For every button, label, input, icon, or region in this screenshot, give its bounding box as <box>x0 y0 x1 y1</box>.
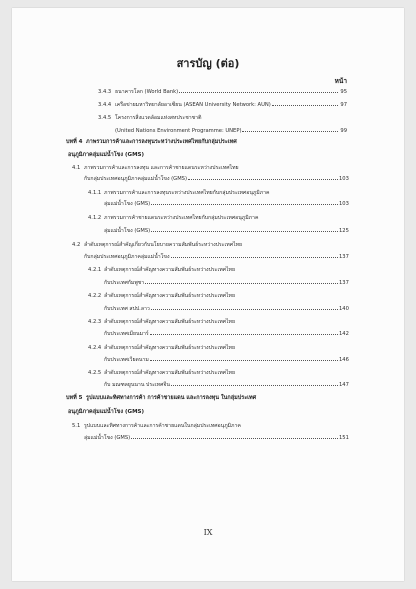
toc-entry-page: 140 <box>339 306 349 312</box>
toc-entry-number: 3.4.4 <box>98 102 112 108</box>
toc-entry <box>82 434 347 443</box>
toc-entry-title: (United Nations Environment Programme: UNEP) <box>115 128 242 134</box>
toc-entry-page: 103 <box>339 176 349 182</box>
toc-list <box>12 8 404 581</box>
toc-entry-title: ลำดับเหตุการณ์สำคัญทางความสัมพันธ์ระหว่างประเทศไทย <box>104 345 236 351</box>
dot-leader <box>150 360 338 361</box>
toc-entry <box>102 381 347 390</box>
toc-entry-title: รูปแบบและทิศทางการค้า การค้าชายแดน และการลงทุน ในกลุ่มประเทศ <box>86 395 257 401</box>
toc-entry <box>113 127 347 136</box>
toc-entry-title: โครงการสิ่งแวดล้อมแห่งสหประชาชาติ <box>115 115 202 121</box>
toc-entry-number: 4.2.3 <box>88 319 102 325</box>
dot-leader <box>145 283 338 284</box>
toc-entry-number: 4.1 <box>72 165 81 171</box>
toc-entry-title: ลำดับเหตุการณ์สำคัญทางความสัมพันธ์ระหว่างประเทศไทย <box>104 267 236 273</box>
toc-entry <box>102 305 347 314</box>
document-page <box>12 8 404 581</box>
dot-leader <box>171 385 338 386</box>
toc-entry-page: 147 <box>339 382 349 388</box>
toc-entry <box>88 369 235 378</box>
toc-entry-number: 4.2.2 <box>88 293 102 299</box>
toc-entry <box>102 200 347 209</box>
toc-entry-title: อนุภูมิภาคลุ่มแม่น้ำโขง (GMS) <box>68 152 145 158</box>
toc-entry-page: 146 <box>339 357 349 363</box>
toc-entry-page: 97 <box>340 102 347 108</box>
toc-entry <box>88 214 258 223</box>
toc-entry <box>66 138 237 147</box>
toc-entry-number: 4.2.5 <box>88 370 102 376</box>
dot-leader <box>171 257 338 258</box>
toc-entry <box>72 241 242 250</box>
toc-entry-title: ธนาคารโลก (World Bank) <box>115 89 179 95</box>
toc-entry-title: อนุภูมิภาคลุ่มแม่น้ำโขง (GMS) <box>68 409 145 415</box>
toc-entry-title: ลุ่มแม่น้ำโขง (GMS) <box>84 435 131 441</box>
toc-entry-page: 151 <box>339 435 349 441</box>
toc-entry <box>88 266 235 275</box>
toc-entry <box>66 151 144 160</box>
toc-entry-number: 3.4.5 <box>98 115 112 121</box>
toc-entry-title: กับกลุ่มประเทศอนุภูมิภาคลุ่มแม่น้ำโขง <box>84 254 170 260</box>
toc-entry <box>88 292 235 301</box>
toc-entry-page: 137 <box>339 280 349 286</box>
toc-entry-title: ลำดับเหตุการณ์สำคัญทางความสัมพันธ์ระหว่างประเทศไทย <box>104 293 236 299</box>
toc-entry-title: ภาพรวมการค้าและการลงทุนระหว่างประเทศไทยกับกลุ่มประเทศ <box>86 139 237 145</box>
toc-entry-title: กับประเทศกัมพูชา <box>104 280 145 286</box>
toc-entry-title: ภาพรวมการค้าและการลงทุน และการค้าชายแดนระหว่างประเทศไทย <box>84 165 239 171</box>
toc-entry <box>98 101 347 110</box>
toc-entry <box>88 189 270 198</box>
dot-leader <box>242 131 338 132</box>
toc-entry-number: 4.2.4 <box>88 345 102 351</box>
toc-entry-title: กับประเทศเมียนมาร์ <box>104 331 149 337</box>
toc-entry-page: 99 <box>340 128 347 134</box>
toc-entry <box>88 344 235 353</box>
toc-entry-number: 4.2 <box>72 242 81 248</box>
toc-entry-number: 4.1.2 <box>88 215 102 221</box>
page-title: สารบัญ (ต่อ) <box>176 57 240 70</box>
toc-entry <box>72 422 241 431</box>
toc-entry <box>72 164 239 173</box>
toc-entry <box>66 408 144 417</box>
toc-entry-page: 103 <box>339 201 349 207</box>
dot-leader <box>151 309 338 310</box>
toc-entry <box>102 330 347 339</box>
toc-entry-number: 5.1 <box>72 423 81 429</box>
dot-leader <box>151 204 338 205</box>
toc-entry <box>102 227 347 236</box>
toc-entry <box>66 394 256 403</box>
toc-entry <box>82 253 347 262</box>
toc-entry-number: 4.2.1 <box>88 267 102 273</box>
toc-entry-title: เครือข่ายมหาวิทยาลัยอาเซียน (ASEAN University Network: AUN) <box>115 102 271 108</box>
dot-leader <box>272 105 338 106</box>
toc-entry-title: ลุ่มแม่น้ำโขง (GMS) <box>104 228 151 234</box>
toc-entry <box>102 279 347 288</box>
toc-entry-title: ภาพรวมการค้าชายแดนระหว่างประเทศไทยกับกลุ่มประเทศอนุภูมิภาค <box>104 215 259 221</box>
toc-entry <box>98 114 201 123</box>
toc-entry-title: รูปแบบและทิศทางการค้าและการค้าชายแดนในกลุ่มประเทศอนุภูมิภาค <box>84 423 241 429</box>
toc-entry-title: ภาพรวมการค้าและการลงทุนระหว่างประเทศไทยกับกลุ่มประเทศอนุภูมิภาค <box>104 190 270 196</box>
toc-entry-number: 4.1.1 <box>88 190 102 196</box>
toc-entry-title: กับประเทศเวียดนาม <box>104 357 149 363</box>
page-column-label: หน้า <box>334 77 347 85</box>
toc-entry-page: 137 <box>339 254 349 260</box>
toc-entry <box>102 356 347 365</box>
toc-entry <box>98 88 347 97</box>
dot-leader <box>151 231 338 232</box>
toc-entry-number: 3.4.3 <box>98 89 112 95</box>
dot-leader <box>150 334 338 335</box>
toc-entry <box>82 175 347 184</box>
dot-leader <box>131 438 338 439</box>
toc-entry-title: ลุ่มแม่น้ำโขง (GMS) <box>104 201 151 207</box>
page-number-footer: IX <box>203 528 213 537</box>
dot-leader <box>179 92 338 93</box>
toc-entry-title: กับประเทศ สปป.ลาว <box>104 306 150 312</box>
dot-leader <box>188 179 338 180</box>
toc-entry <box>88 318 235 327</box>
toc-entry-title: กับ มณฑลยูนนาน ประเทศจีน <box>104 382 170 388</box>
toc-entry-number: บทที่ 4 <box>66 139 83 145</box>
toc-entry-title: ลำดับเหตุการณ์สำคัญทางความสัมพันธ์ระหว่างประเทศไทย <box>104 370 236 376</box>
toc-entry-title: ลำดับเหตุการณ์สำคัญเกี่ยวกับนโยบายความสัมพันธ์ระหว่างประเทศไทย <box>84 242 243 248</box>
toc-entry-title: กับกลุ่มประเทศอนุภูมิภาคลุ่มแม่น้ำโขง (GMS) <box>84 176 187 182</box>
toc-entry-page: 125 <box>339 228 349 234</box>
toc-entry-number: บทที่ 5 <box>66 395 83 401</box>
toc-entry-page: 142 <box>339 331 349 337</box>
toc-entry-page: 95 <box>340 89 347 95</box>
toc-entry-title: ลำดับเหตุการณ์สำคัญทางความสัมพันธ์ระหว่างประเทศไทย <box>104 319 236 325</box>
